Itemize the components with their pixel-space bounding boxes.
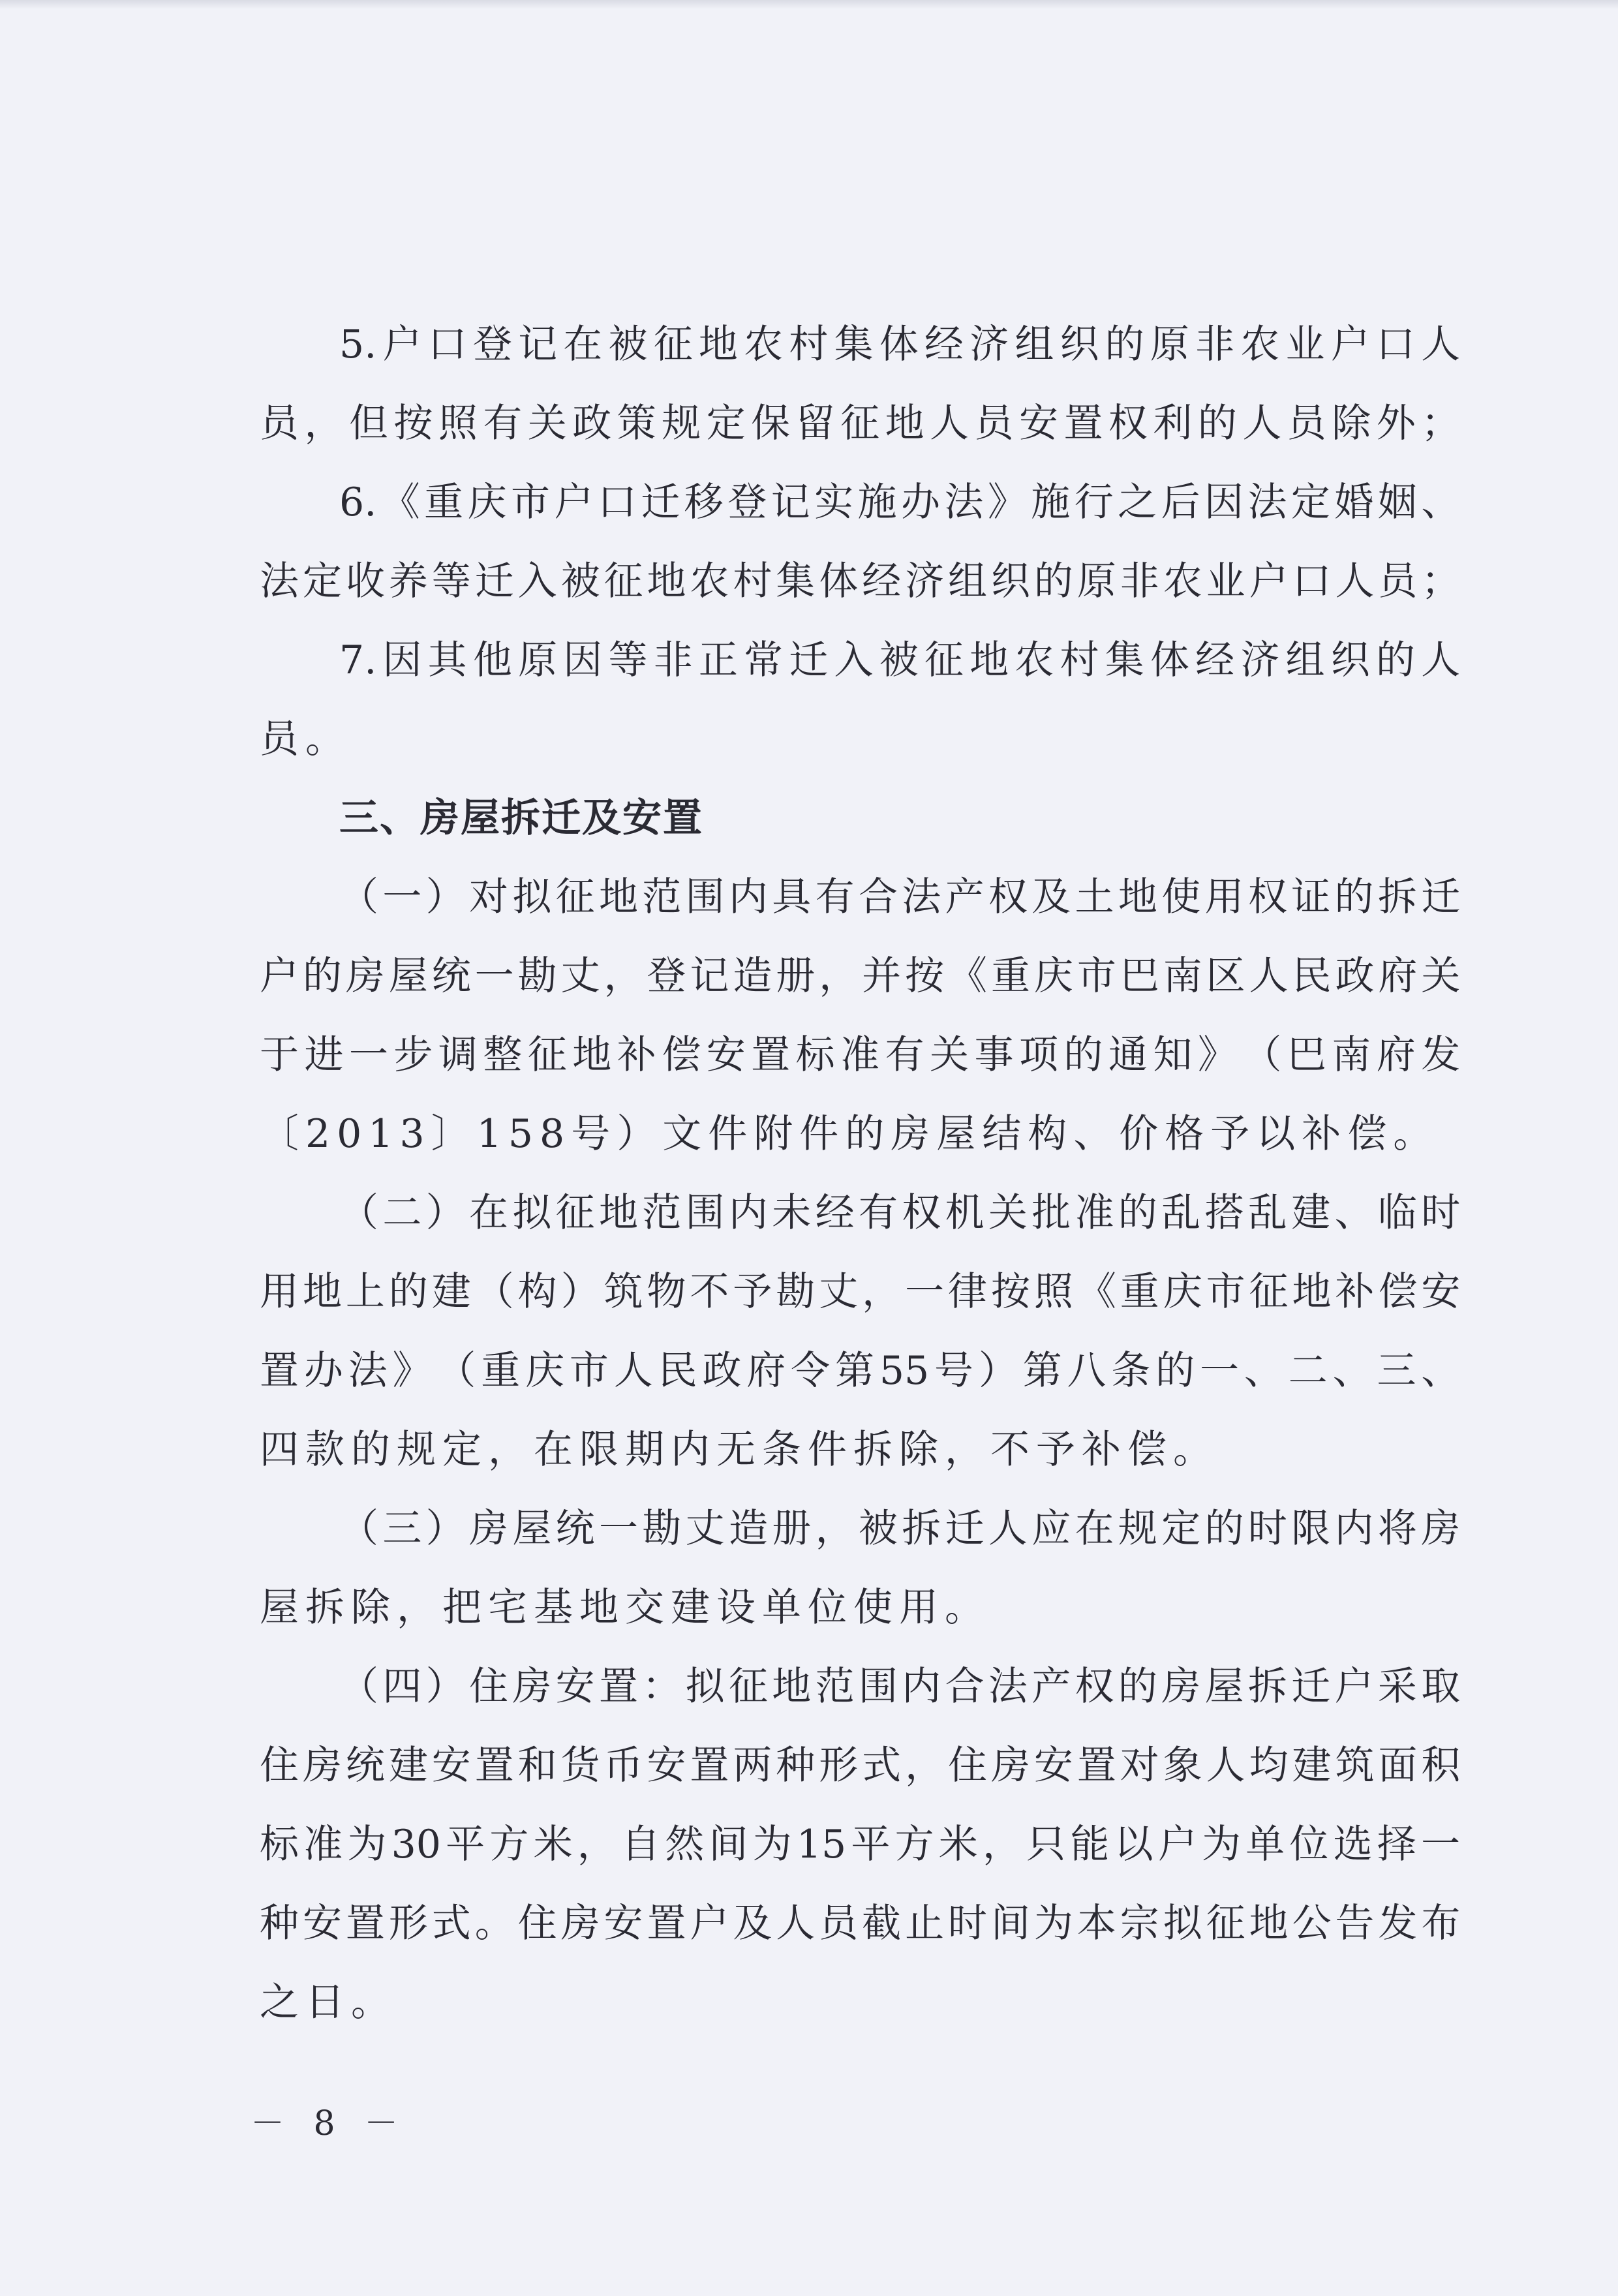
text-line: 7.因其他原因等非正常迁入被征地农村集体经济组织的人 bbox=[339, 637, 1461, 683]
text-line: 员，但按照有关政策规定保留征地人员安置权利的人员除外； bbox=[260, 401, 1461, 446]
text-line: （四）住房安置：拟征地范围内合法产权的房屋拆迁户采取 bbox=[339, 1664, 1461, 1709]
text-line: 户的房屋统一勘丈，登记造册，并按《重庆市巴南区人民政府关 bbox=[260, 953, 1461, 999]
text-line: 住房统建安置和货币安置两种形式，住房安置对象人均建筑面积 bbox=[260, 1743, 1461, 1788]
page-number: － 8 － bbox=[251, 2104, 408, 2143]
section-heading: 三、房屋拆迁及安置 bbox=[339, 795, 703, 841]
text-line: 屋拆除，把宅基地交建设单位使用。 bbox=[260, 1585, 990, 1630]
text-line: 5.户口登记在被征地农村集体经济组织的原非农业户口人 bbox=[339, 322, 1461, 367]
text-line: （一）对拟征地范围内具有合法产权及土地使用权证的拆迁 bbox=[339, 874, 1461, 920]
text-line: 种安置形式。住房安置户及人员截止时间为本宗拟征地公告发布 bbox=[260, 1901, 1461, 1946]
text-line: 四款的规定，在限期内无条件拆除，不予补偿。 bbox=[260, 1427, 1219, 1473]
text-line: 于进一步调整征地补偿安置标准有关事项的通知》（巴南府发 bbox=[260, 1032, 1461, 1078]
text-line: 置办法》（重庆市人民政府令第55号）第八条的一、二、三、 bbox=[260, 1348, 1461, 1394]
text-line: 6.《重庆市户口迁移登记实施办法》施行之后因法定婚姻、 bbox=[339, 480, 1461, 525]
text-line: 员。 bbox=[260, 716, 351, 762]
text-line: 〔2013〕158号）文件附件的房屋结构、价格予以补偿。 bbox=[260, 1111, 1439, 1157]
text-line: （三）房屋统一勘丈造册，被拆迁人应在规定的时限内将房 bbox=[339, 1506, 1461, 1552]
text-line: 之日。 bbox=[260, 1980, 397, 2025]
text-line: 法定收养等迁入被征地农村集体经济组织的原非农业户口人员； bbox=[260, 559, 1461, 604]
text-line: 标准为30平方米，自然间为15平方米，只能以户为单位选择一 bbox=[260, 1822, 1461, 1867]
text-line: 用地上的建（构）筑物不予勘丈，一律按照《重庆市征地补偿安 bbox=[260, 1269, 1461, 1315]
document-body bbox=[260, 305, 1460, 2042]
text-line: （二）在拟征地范围内未经有权机关批准的乱搭乱建、临时 bbox=[339, 1190, 1461, 1236]
